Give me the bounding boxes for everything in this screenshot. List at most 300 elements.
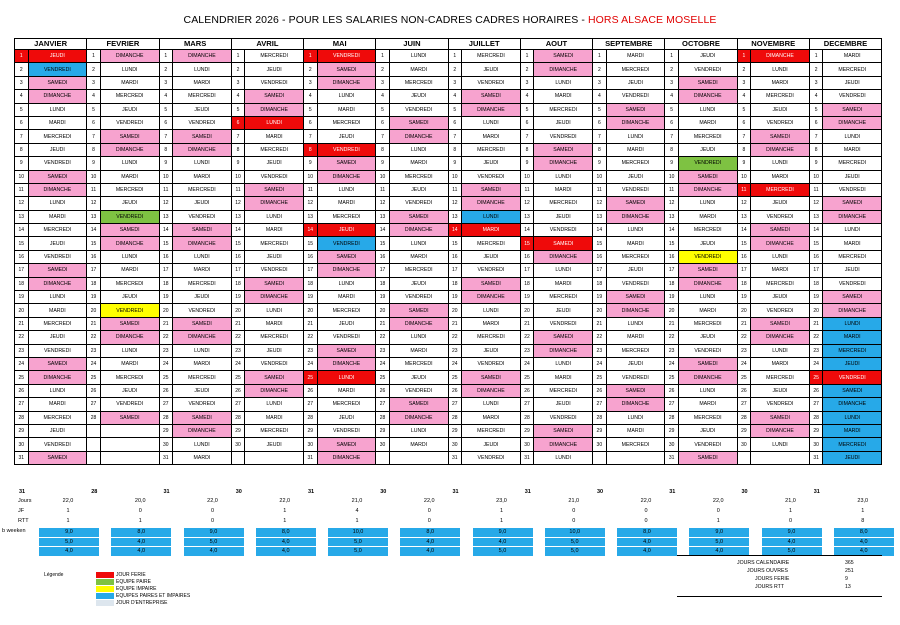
- day-name: MARDI: [606, 143, 665, 156]
- day-name: JEUDI: [751, 197, 810, 210]
- day-number: 7: [159, 130, 173, 143]
- day-number: 9: [448, 157, 462, 170]
- day-name: DIMANCHE: [389, 130, 448, 143]
- month-header: AOUT: [520, 39, 592, 50]
- day-name: DIMANCHE: [751, 50, 810, 63]
- stats-value: 4: [355, 508, 359, 514]
- day-number: 6: [520, 116, 534, 129]
- day-number: 8: [448, 143, 462, 156]
- day-name: VENDREDI: [28, 438, 87, 451]
- day-name: DIMANCHE: [678, 90, 737, 103]
- day-number: 17: [737, 264, 751, 277]
- day-name: MERCREDI: [678, 317, 737, 330]
- day-number: 4: [87, 90, 101, 103]
- weekend-cell: 4,0: [111, 547, 171, 556]
- day-name: MARDI: [823, 237, 882, 250]
- day-number: 23: [737, 344, 751, 357]
- day-name: MERCREDI: [245, 50, 304, 63]
- day-name: DIMANCHE: [534, 344, 593, 357]
- day-number: 31: [448, 451, 462, 464]
- day-number: 20: [376, 304, 390, 317]
- day-number: 30: [376, 438, 390, 451]
- day-number: 1: [304, 50, 318, 63]
- table-row: [15, 398, 882, 411]
- day-number: 13: [809, 210, 823, 223]
- day-name: MERCREDI: [389, 76, 448, 89]
- stats-value: 1: [66, 518, 70, 524]
- day-name: JEUDI: [534, 304, 593, 317]
- weekend-cell: 5,0: [184, 538, 244, 547]
- day-number: 16: [304, 250, 318, 263]
- legend-label: EQUIPE PAIRE: [116, 579, 151, 585]
- day-name: VENDREDI: [678, 438, 737, 451]
- weekend-cell: 9,0: [39, 528, 99, 537]
- day-number: 29: [520, 424, 534, 437]
- day-number: 26: [15, 384, 29, 397]
- day-number: 19: [737, 291, 751, 304]
- weekend-cell: 8,0: [111, 528, 171, 537]
- day-name: MARDI: [317, 197, 376, 210]
- day-number: 15: [159, 237, 173, 250]
- day-number: 5: [593, 103, 607, 116]
- day-name: DIMANCHE: [245, 103, 304, 116]
- day-name: JEUDI: [245, 438, 304, 451]
- day-number: 11: [231, 183, 245, 196]
- day-name: SAMEDI: [317, 157, 376, 170]
- day-number: 24: [304, 357, 318, 370]
- day-number: 22: [376, 331, 390, 344]
- day-number: 19: [159, 291, 173, 304]
- day-name: VENDREDI: [751, 398, 810, 411]
- day-number: 3: [593, 76, 607, 89]
- day-name: DIMANCHE: [173, 237, 232, 250]
- day-name: MARDI: [389, 157, 448, 170]
- day-number: 2: [231, 63, 245, 76]
- day-number: 7: [809, 130, 823, 143]
- day-number: 14: [304, 224, 318, 237]
- day-number: 28: [665, 411, 679, 424]
- day-number: 25: [520, 371, 534, 384]
- day-number: 28: [376, 411, 390, 424]
- day-number: 3: [665, 76, 679, 89]
- day-name: VENDREDI: [823, 371, 882, 384]
- day-name: LUNDI: [823, 317, 882, 330]
- day-name: MERCREDI: [173, 277, 232, 290]
- day-name: MARDI: [462, 317, 521, 330]
- day-number: 20: [231, 304, 245, 317]
- day-name: SAMEDI: [534, 143, 593, 156]
- day-name: MARDI: [678, 398, 737, 411]
- day-number: 9: [304, 157, 318, 170]
- day-name: JEUDI: [28, 331, 87, 344]
- weekend-cell: 4,0: [39, 547, 99, 556]
- day-number: 15: [304, 237, 318, 250]
- day-name: VENDREDI: [245, 264, 304, 277]
- day-number: 24: [231, 357, 245, 370]
- day-name: MERCREDI: [173, 371, 232, 384]
- day-name: SAMEDI: [245, 90, 304, 103]
- stats-value: 0: [572, 508, 576, 514]
- day-name: SAMEDI: [389, 210, 448, 223]
- day-name: JEUDI: [389, 371, 448, 384]
- day-number: 29: [304, 424, 318, 437]
- day-name: MARDI: [28, 398, 87, 411]
- day-number: 7: [15, 130, 29, 143]
- day-number: 17: [665, 264, 679, 277]
- day-name: MARDI: [173, 170, 232, 183]
- day-number: 27: [376, 398, 390, 411]
- day-name: MERCREDI: [606, 344, 665, 357]
- day-number: 14: [448, 224, 462, 237]
- day-name: MERCREDI: [751, 277, 810, 290]
- day-name: MARDI: [317, 384, 376, 397]
- day-name: VENDREDI: [389, 291, 448, 304]
- weekend-cell: 9,0: [689, 528, 749, 537]
- day-number: 14: [231, 224, 245, 237]
- table-row: [15, 157, 882, 170]
- stats-value: 22,0: [712, 498, 724, 504]
- day-number: 7: [304, 130, 318, 143]
- day-number: 2: [809, 63, 823, 76]
- table-row: [15, 170, 882, 183]
- day-number: 29: [231, 424, 245, 437]
- day-name: SAMEDI: [245, 277, 304, 290]
- title-region: HORS ALSACE MOSELLE: [587, 14, 717, 26]
- table-row: [15, 357, 882, 370]
- day-name: MARDI: [823, 50, 882, 63]
- month-header: JANVIER: [15, 39, 87, 50]
- day-number: 22: [448, 331, 462, 344]
- day-number: 24: [448, 357, 462, 370]
- day-name: JEUDI: [317, 317, 376, 330]
- day-number: 19: [665, 291, 679, 304]
- day-number: 1: [737, 50, 751, 63]
- day-name: MERCREDI: [389, 170, 448, 183]
- day-name: VENDREDI: [606, 277, 665, 290]
- day-number: 20: [159, 304, 173, 317]
- day-number: 8: [15, 143, 29, 156]
- day-number: 7: [87, 130, 101, 143]
- day-name: MARDI: [173, 264, 232, 277]
- stats-value: 1: [861, 508, 865, 514]
- day-number: 18: [231, 277, 245, 290]
- day-name: MARDI: [245, 411, 304, 424]
- day-name: MERCREDI: [28, 224, 87, 237]
- stats-value: 8: [861, 518, 865, 524]
- day-name: MARDI: [751, 170, 810, 183]
- day-number: 5: [737, 103, 751, 116]
- day-number: 18: [448, 277, 462, 290]
- stats-value: 21,0: [785, 498, 796, 504]
- day-number: 10: [87, 170, 101, 183]
- day-name: MERCREDI: [317, 116, 376, 129]
- weekend-cell: 5,0: [545, 547, 605, 556]
- day-name: JEUDI: [606, 76, 665, 89]
- day-number: 11: [665, 183, 679, 196]
- day-name: SAMEDI: [678, 357, 737, 370]
- day-number: 14: [376, 224, 390, 237]
- stats-value: 0: [644, 508, 648, 514]
- day-number: 27: [304, 398, 318, 411]
- stats-value: 21,0: [568, 498, 580, 504]
- day-number: 15: [665, 237, 679, 250]
- day-name: VENDREDI: [317, 331, 376, 344]
- day-name: MERCREDI: [751, 183, 810, 196]
- day-name: JEUDI: [678, 424, 737, 437]
- day-name: MARDI: [462, 130, 521, 143]
- legend-swatch: [96, 572, 114, 578]
- day-name: LUNDI: [317, 90, 376, 103]
- day-number: 30: [809, 438, 823, 451]
- day-name: SAMEDI: [606, 197, 665, 210]
- day-name: LUNDI: [823, 411, 882, 424]
- weekend-cell: 4,0: [256, 538, 316, 547]
- stats-value: 0: [427, 518, 431, 524]
- day-number: 23: [448, 344, 462, 357]
- weekend-label: b weeken: [2, 528, 26, 534]
- day-name: JEUDI: [751, 103, 810, 116]
- day-name: JEUDI: [751, 291, 810, 304]
- table-row: [15, 197, 882, 210]
- day-name: SAMEDI: [173, 130, 232, 143]
- day-number: 20: [593, 304, 607, 317]
- day-name: MARDI: [462, 224, 521, 237]
- day-name: DIMANCHE: [678, 371, 737, 384]
- day-number: 6: [593, 116, 607, 129]
- weekend-cell: 5,0: [328, 538, 388, 547]
- table-row: [15, 411, 882, 424]
- day-number: 28: [593, 411, 607, 424]
- day-number: 5: [448, 103, 462, 116]
- day-number: 5: [665, 103, 679, 116]
- month-header-row: [15, 39, 882, 50]
- day-name: DIMANCHE: [751, 143, 810, 156]
- day-name: JEUDI: [462, 63, 521, 76]
- day-number: 2: [665, 63, 679, 76]
- day-name: LUNDI: [751, 344, 810, 357]
- day-name: LUNDI: [606, 130, 665, 143]
- day-name: SAMEDI: [317, 63, 376, 76]
- day-name: DIMANCHE: [28, 371, 87, 384]
- day-name: DIMANCHE: [462, 103, 521, 116]
- day-number: 12: [593, 197, 607, 210]
- day-name: VENDREDI: [100, 210, 159, 223]
- day-name: LUNDI: [751, 157, 810, 170]
- day-number: 26: [593, 384, 607, 397]
- day-name: LUNDI: [28, 291, 87, 304]
- stats-value: 31: [307, 489, 315, 495]
- day-number: 12: [376, 197, 390, 210]
- day-name: VENDREDI: [462, 170, 521, 183]
- day-number: 4: [520, 90, 534, 103]
- day-name: MARDI: [606, 237, 665, 250]
- day-number: [737, 451, 751, 464]
- day-name: DIMANCHE: [245, 291, 304, 304]
- day-name: MERCREDI: [317, 398, 376, 411]
- day-number: 11: [15, 183, 29, 196]
- day-name: VENDREDI: [534, 411, 593, 424]
- day-number: 25: [593, 371, 607, 384]
- day-number: 16: [87, 250, 101, 263]
- day-number: 28: [448, 411, 462, 424]
- day-name: MARDI: [100, 76, 159, 89]
- day-name: VENDREDI: [28, 250, 87, 263]
- day-name: LUNDI: [462, 116, 521, 129]
- day-number: 16: [809, 250, 823, 263]
- day-name: JEUDI: [678, 331, 737, 344]
- day-number: 13: [15, 210, 29, 223]
- day-name: MERCREDI: [462, 424, 521, 437]
- day-name: SAMEDI: [173, 224, 232, 237]
- stats-value: 1: [138, 518, 142, 524]
- day-name: DIMANCHE: [317, 170, 376, 183]
- day-number: 3: [231, 76, 245, 89]
- day-name: JEUDI: [100, 197, 159, 210]
- stats-value: 1: [66, 508, 70, 514]
- day-name: MERCREDI: [678, 224, 737, 237]
- day-name: SAMEDI: [823, 103, 882, 116]
- day-number: 1: [159, 50, 173, 63]
- day-name: LUNDI: [317, 183, 376, 196]
- day-name: JEUDI: [823, 451, 882, 464]
- day-name: LUNDI: [389, 143, 448, 156]
- day-number: 9: [809, 157, 823, 170]
- day-number: 29: [159, 424, 173, 437]
- day-name: JEUDI: [100, 384, 159, 397]
- day-number: 12: [737, 197, 751, 210]
- stats-label: Jours: [18, 498, 32, 504]
- day-number: 6: [448, 116, 462, 129]
- day-name: MARDI: [173, 451, 232, 464]
- weekend-cell: 8,0: [834, 528, 894, 537]
- day-name: MERCREDI: [751, 371, 810, 384]
- day-name: SAMEDI: [317, 438, 376, 451]
- day-number: 31: [304, 451, 318, 464]
- day-name: LUNDI: [173, 63, 232, 76]
- day-name: DIMANCHE: [100, 237, 159, 250]
- day-number: 26: [665, 384, 679, 397]
- day-number: 2: [15, 63, 29, 76]
- day-number: 27: [737, 398, 751, 411]
- day-number: 28: [737, 411, 751, 424]
- day-name: SAMEDI: [678, 264, 737, 277]
- day-name: SAMEDI: [534, 237, 593, 250]
- day-name: VENDREDI: [317, 50, 376, 63]
- day-name: MERCREDI: [28, 411, 87, 424]
- day-number: 16: [159, 250, 173, 263]
- day-name: VENDREDI: [751, 116, 810, 129]
- day-number: 12: [809, 197, 823, 210]
- day-number: 20: [809, 304, 823, 317]
- legend-title: Légende: [44, 572, 64, 578]
- weekend-cell: 8,0: [400, 528, 460, 537]
- day-name: DIMANCHE: [389, 411, 448, 424]
- day-name: JEUDI: [534, 210, 593, 223]
- day-name: SAMEDI: [100, 130, 159, 143]
- day-name: DIMANCHE: [28, 90, 87, 103]
- day-number: 21: [737, 317, 751, 330]
- day-number: 14: [159, 224, 173, 237]
- day-name: SAMEDI: [28, 451, 87, 464]
- table-row: [15, 50, 882, 63]
- day-name: JEUDI: [245, 63, 304, 76]
- day-number: 18: [665, 277, 679, 290]
- day-number: 23: [520, 344, 534, 357]
- day-name: JEUDI: [173, 291, 232, 304]
- day-name: DIMANCHE: [28, 277, 87, 290]
- day-number: 13: [520, 210, 534, 223]
- day-number: 26: [159, 384, 173, 397]
- day-name: DIMANCHE: [534, 157, 593, 170]
- day-number: 8: [520, 143, 534, 156]
- day-name: LUNDI: [462, 398, 521, 411]
- day-name: SAMEDI: [751, 317, 810, 330]
- day-number: 16: [448, 250, 462, 263]
- day-number: 12: [448, 197, 462, 210]
- stats-value: 30: [235, 489, 242, 495]
- day-name: SAMEDI: [606, 384, 665, 397]
- day-name: SAMEDI: [606, 291, 665, 304]
- day-number: 17: [448, 264, 462, 277]
- day-number: 21: [87, 317, 101, 330]
- day-number: 22: [737, 331, 751, 344]
- weekend-cell: 5,0: [545, 538, 605, 547]
- calendar-table: [14, 38, 882, 465]
- day-number: 8: [737, 143, 751, 156]
- day-name: JEUDI: [28, 50, 87, 63]
- day-name: VENDREDI: [245, 170, 304, 183]
- day-name: LUNDI: [317, 277, 376, 290]
- day-number: 16: [15, 250, 29, 263]
- day-name: MERCREDI: [100, 371, 159, 384]
- day-number: 24: [809, 357, 823, 370]
- stats-value: 1: [716, 518, 720, 524]
- day-number: 28: [15, 411, 29, 424]
- day-number: 19: [376, 291, 390, 304]
- day-name: MARDI: [245, 224, 304, 237]
- legend-label: EQUIPE IMPAIRE: [116, 586, 157, 592]
- day-number: 4: [376, 90, 390, 103]
- day-number: 12: [520, 197, 534, 210]
- day-number: 3: [87, 76, 101, 89]
- day-number: 21: [520, 317, 534, 330]
- title-main: CALENDRIER 2026 - POUR LES SALARIES NON-CADRES CADRES HORAIRES -: [183, 14, 588, 26]
- day-number: 30: [15, 438, 29, 451]
- day-number: 10: [15, 170, 29, 183]
- day-number: 7: [737, 130, 751, 143]
- day-number: 21: [593, 317, 607, 330]
- day-number: 25: [737, 371, 751, 384]
- stats-value: 31: [669, 489, 676, 495]
- day-name: [751, 451, 810, 464]
- day-number: 9: [376, 157, 390, 170]
- stats-value: 0: [210, 508, 215, 514]
- day-number: 31: [15, 451, 29, 464]
- month-header: SEPTEMBRE: [593, 39, 665, 50]
- day-number: 24: [665, 357, 679, 370]
- day-name: MERCREDI: [606, 250, 665, 263]
- day-number: 17: [520, 264, 534, 277]
- day-number: 16: [376, 250, 390, 263]
- day-number: [87, 424, 101, 437]
- day-name: MERCREDI: [606, 157, 665, 170]
- day-name: VENDREDI: [823, 90, 882, 103]
- day-number: 3: [448, 76, 462, 89]
- totals-value: 365: [845, 560, 854, 566]
- day-number: 23: [304, 344, 318, 357]
- day-number: 15: [593, 237, 607, 250]
- day-number: 9: [737, 157, 751, 170]
